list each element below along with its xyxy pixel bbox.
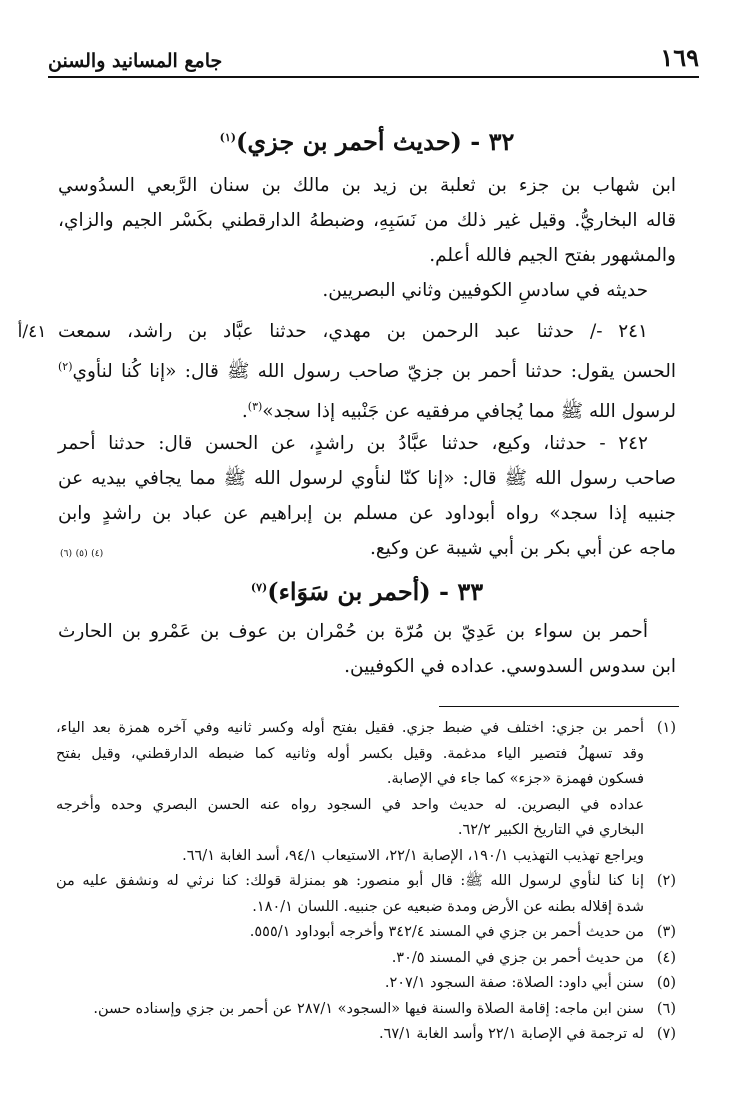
footnote-line <box>56 946 676 972</box>
footnote-ref-2: (٢) <box>58 360 73 373</box>
footnote-line <box>56 767 676 793</box>
section-33-heading: ٣٣ - (أحمر بن سَوَاء)$^{(٧)}$ <box>250 577 484 606</box>
hadith-line: صاحب رسول الله ﷺ قال: «إنا كنّا لنأوي لرسول الله ﷺ مما يجافي بيديه عن <box>58 468 676 489</box>
footnote-text: فسكون فهمزة «جزء» كما جاء في الإصابة. <box>386 771 644 787</box>
footnote-text: سنن أبي داود: الصلاة: صفة السجود ٢٠٧/١. <box>384 975 644 991</box>
footnote-text: من حديث أحمر بن جزي في المسند ٣٤٢/٤ وأخرجه أبوداود ٥٥٥/١. <box>249 924 644 940</box>
body-line: أحمر بن سواء بن عَدِيّ بن مُرّة بن حُمْران بن عوف بن عَمْرو بن الحارث <box>58 621 648 642</box>
footnote-number <box>644 793 676 819</box>
footnote-number: (٤) <box>656 949 676 966</box>
footnote-ref-3: (٣) <box>247 400 263 414</box>
footnote-line <box>56 793 676 819</box>
page-number: ١٦٩ <box>660 43 699 72</box>
footnote-line <box>56 997 676 1023</box>
footnote-line <box>56 895 676 921</box>
footnote-number: (٧) <box>656 1026 676 1042</box>
footnotes <box>56 716 676 1048</box>
margin-folio-reference: ٤١/أ <box>17 322 47 342</box>
hadith-241 <box>58 314 676 429</box>
footnote-text: له ترجمة في الإصابة ٢٢/١ وأسد الغابة ٦٧/١. <box>378 1026 644 1042</box>
hadith-line: ماجه عن أبي بكر بن أبي شيبة عن وكيع. <box>369 538 676 559</box>
hadith-line: جنبيه إذا سجد» رواه أبوداود عن مسلم بن إبراهيم عن عباد بن راشدٍ وابن <box>58 503 676 524</box>
footnote-number <box>644 742 676 768</box>
section-32-body <box>58 168 676 308</box>
footnote-number: (٢) <box>656 873 676 889</box>
footnote-line <box>56 844 676 870</box>
hadith-242-note-refs <box>60 548 103 564</box>
footnote-separator <box>439 706 679 707</box>
footnote-ref-4: (٤) <box>91 548 104 559</box>
footnote-number: (١) <box>656 720 676 736</box>
section-33-body <box>58 614 676 684</box>
book-title: جامع المسانيد والسنن <box>48 50 223 72</box>
hadith-line: ٢٤٢ - حدثنا، وكيع، حدثنا عبَّادُ بن راشدٍ، عن الحسن قال: حدثنا أحمر <box>58 433 648 454</box>
section-32-heading: ٣٢ - (حديث أحمر بن جزي)$^{(١)}$ <box>219 127 515 156</box>
footnote-text: البخاري في التاريخ الكبير ٦٢/٢. <box>457 822 644 838</box>
hadith-242 <box>58 426 676 566</box>
footnote-number <box>644 895 676 921</box>
footnote-line <box>56 818 676 844</box>
footnote-line <box>56 742 676 768</box>
section-32 <box>58 118 676 162</box>
footnote-number <box>644 818 676 844</box>
running-header <box>48 38 699 78</box>
footnote-text: ويراجع تهذيب التهذيب ١٩٠/١، الإصابة ٢٢/١، الاستيعاب ٩٤/١، أسد الغابة ٦٦/١. <box>182 847 644 864</box>
footnote-number <box>644 767 676 793</box>
footnote-text: أحمر بن جزي: اختلف في ضبط جزي. فقيل بفتح أوله وكسر ثانيه وفي آخره همزة بعد الياء، <box>56 720 644 736</box>
section-33 <box>58 568 676 612</box>
footnote-number <box>644 844 676 870</box>
footnote-text: وقد تسهلُ فتصير الياء مدغمة. وقيل بكسر أوله وثانيه كما ضبطه الدارقطني، وقيل بفتح <box>56 745 644 762</box>
body-line: حديثه في سادسِ الكوفيين وثاني البصريين. <box>322 280 648 301</box>
footnote-text: شدة إقلاله بطنه عن الأرض ومدة ضبعيه عن جنبيه. اللسان ١٨٠/١. <box>252 898 644 915</box>
footnote-line <box>56 869 676 895</box>
hadith-line: ٢٤١ -/ حدثنا عبد الرحمن بن مهدي، حدثنا عبَّاد بن راشد، سمعت <box>58 321 648 342</box>
footnote-number: (٥) <box>656 975 676 991</box>
footnote-line <box>56 1022 676 1048</box>
footnote-ref-7: (٧) <box>250 581 268 594</box>
body-line: والمشهور بفتح الجيم فالله أعلم. <box>429 245 676 266</box>
footnote-text: سنن ابن ماجه: إقامة الصلاة والسنة فيها «السجود» ٢٨٧/١ عن أحمر بن جزي وإسناده حسن. <box>93 1000 644 1017</box>
hadith-line: الحسن يقول: حدثنا أحمر بن جزيّ صاحب رسول الله ﷺ قال: «إنا كُنا لنأوي$^{(٢)}$ <box>58 360 676 383</box>
footnote-line <box>56 971 676 997</box>
body-line: ابن سدوس السدوسي. عداده في الكوفيين. <box>344 656 676 677</box>
hadith-line: لرسول الله ﷺ مما يُجافي مرفقيه عن جَنْبيه إذا سجد»$^{(٣)}$. <box>241 400 676 423</box>
footnote-ref-6: (٦) <box>60 548 73 559</box>
footnote-number: (٣) <box>656 924 676 940</box>
footnote-text: من حديث أحمر بن جزي في المسند ٣٠/٥. <box>391 949 644 966</box>
footnote-line <box>56 716 676 742</box>
footnote-text: عداده في البصرين. له حديث واحد في السجود رواه عنه الحسن البصري وحده وأخرجه <box>56 796 644 813</box>
body-line: ابن شهاب بن جزء بن ثعلبة بن زيد بن مالك بن سنان الرَّبعي السدُوسي <box>58 175 676 196</box>
footnote-line <box>56 920 676 946</box>
footnote-ref-5: (٥) <box>75 548 88 559</box>
footnote-text: إنا كنا لنأوي لرسول الله ﷺ: قال أبو منصور: هو بمنزلة قولك: كنا نرثي له ونشفق عليه من <box>56 873 644 889</box>
footnote-ref-1: (١) <box>219 131 236 144</box>
footnote-number: (٦) <box>656 1000 676 1017</box>
body-line: قاله البخاريُّ. وقيل غير ذلك من نَسَبِهِ، وضبطهُ الدارقطني بكَسْر الجيم والزاي، <box>58 210 676 231</box>
